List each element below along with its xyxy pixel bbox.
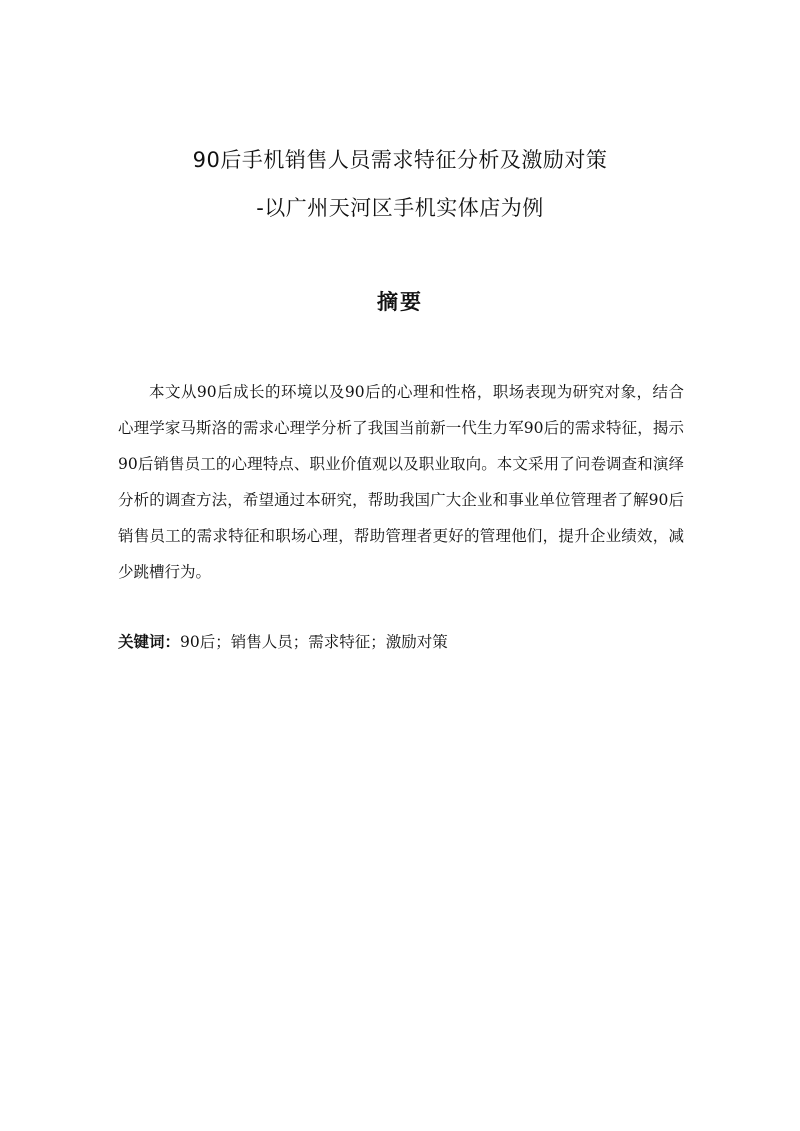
abstract-heading: 摘要 (377, 290, 423, 314)
keywords-line (118, 628, 684, 656)
keywords-label: 关键词： (118, 633, 181, 651)
abstract-body: 本文从90后成长的环境以及90后的心理和性格，职场表现为研究对象，结合心理学家马斯洛的需求心理学分析了我国当前新一代生力军90后的需求特征，揭示90后销售员工的心理特点、职业价值观以及职业取向。本文采用了问卷调查和演绎分析的调查方法，希望通过本研究，帮助我国广大企业和事业单位管理者了解90后销售员工的需求特征和职场心理，帮助管理者更好的管理他们，提升企业绩效，减少跳槽行为。 (118, 383, 684, 581)
keywords-text: 90后；销售人员；需求特征；激励对策 (180, 633, 448, 651)
paper-title: 90后手机销售人员需求特征分析及激励对策 (192, 148, 608, 172)
paper-subtitle: -以广州天河区手机实体店为例 (256, 196, 544, 220)
